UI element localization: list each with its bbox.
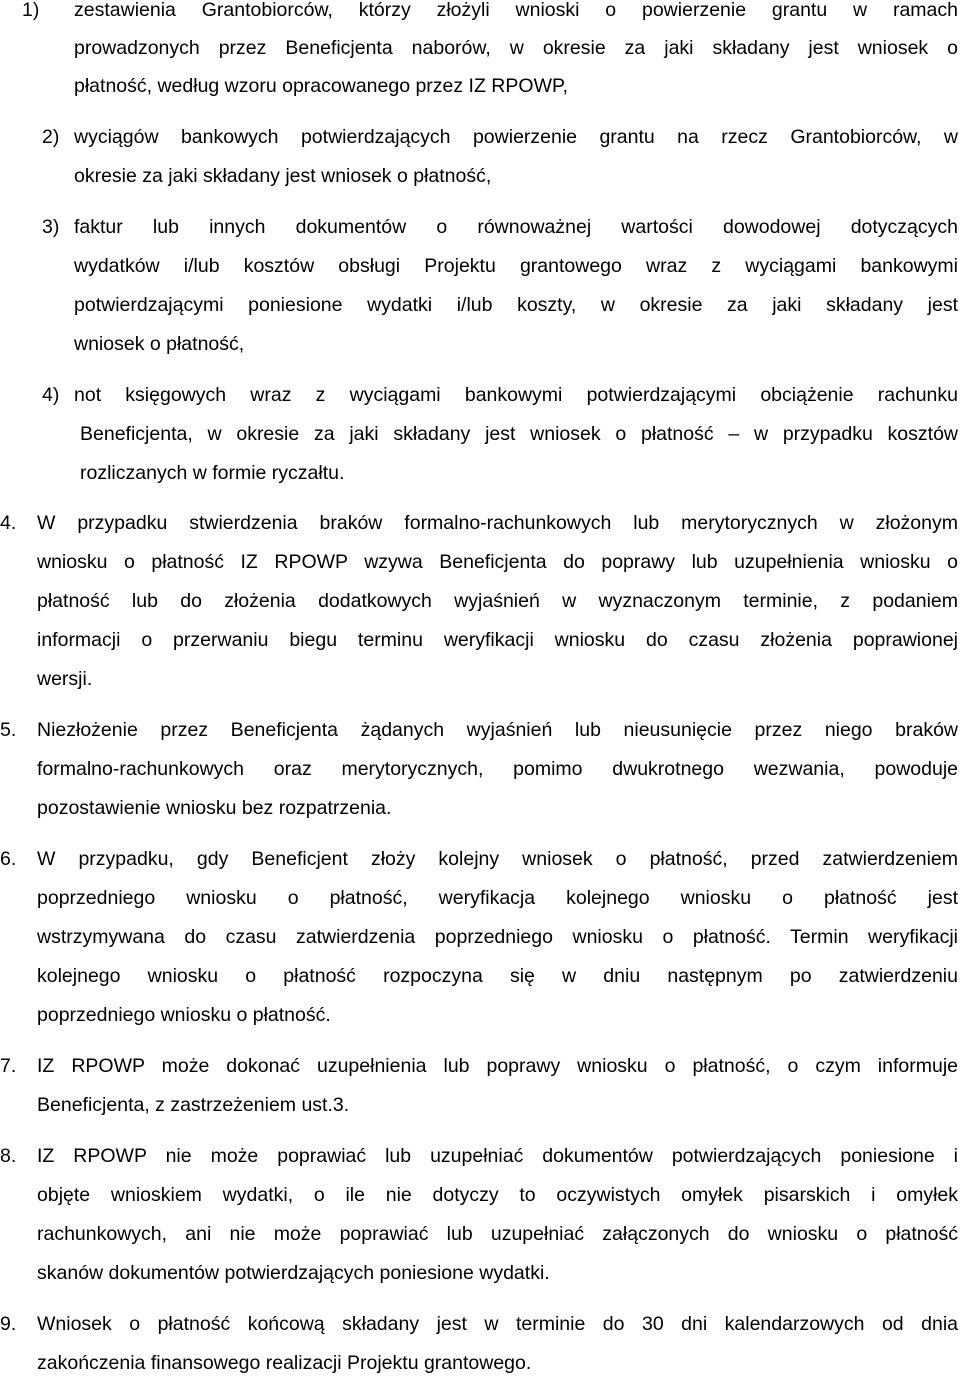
text-line: not księgowych wraz z wyciągami bankowymi potwierdzającymi obciążenie rachunku: [74, 384, 958, 406]
text-line: prowadzonych przez Beneficjenta naborów, w okresie za jaki składany jest wniosek o: [74, 37, 958, 59]
text-line: faktur lub innych dokumentów o równoważnej wartości dowodowej dotyczących: [74, 216, 958, 238]
sub-item-number: 4): [42, 384, 60, 406]
text-line: Beneficjenta, w okresie za jaki składany jest wniosek o płatność – w przypadku kosztów: [80, 423, 958, 445]
text-line: potwierdzającymi poniesione wydatki i/lub koszty, w okresie za jaki składany jest: [74, 294, 958, 316]
text-line: rozliczanych w formie ryczałtu.: [80, 462, 345, 484]
point-number: 8.: [0, 1145, 17, 1167]
text-line: poprzedniego wniosku o płatność, weryfikacja kolejnego wniosku o płatność jest: [37, 887, 958, 909]
text-line: wersji.: [37, 668, 93, 690]
sub-item-number: 1): [22, 0, 40, 21]
text-line: płatność, według wzoru opracowanego przez IZ RPOWP,: [74, 75, 568, 97]
text-line: Niezłożenie przez Beneficjenta żądanych wyjaśnień lub nieusunięcie przez niego braków: [37, 719, 958, 741]
sub-item-number: 3): [42, 216, 60, 238]
text-line: wstrzymywana do czasu zatwierdzenia poprzedniego wniosku o płatność. Termin weryfikacji: [37, 926, 958, 948]
text-line: objęte wnioskiem wydatki, o ile nie dotyczy to oczywistych omyłek pisarskich i omyłek: [37, 1184, 958, 1206]
text-line: wniosku o płatność IZ RPOWP wzywa Beneficjenta do poprawy lub uzupełnienia wniosku o: [37, 551, 958, 573]
text-line: kolejnego wniosku o płatność rozpoczyna się w dniu następnym po zatwierdzeniu: [37, 965, 958, 987]
text-line: rachunkowych, ani nie może poprawiać lub uzupełniać załączonych do wniosku o płatność: [37, 1223, 958, 1245]
text-line: zestawienia Grantobiorców, którzy złożyli wnioski o powierzenie grantu w ramach: [74, 0, 958, 21]
point-number: 4.: [0, 512, 17, 534]
text-line: płatność lub do złożenia dodatkowych wyjaśnień w wyznaczonym terminie, z podaniem: [37, 590, 958, 612]
text-line: formalno-rachunkowych oraz merytorycznych, pomimo dwukrotnego wezwania, powoduje: [37, 758, 958, 780]
text-line: wniosek o płatność,: [74, 333, 245, 355]
point-number: 6.: [0, 848, 17, 870]
text-line: IZ RPOWP może dokonać uzupełnienia lub poprawy wniosku o płatność, o czym informuje: [37, 1055, 958, 1077]
sub-item-number: 2): [42, 126, 60, 148]
text-line: IZ RPOWP nie może poprawiać lub uzupełniać dokumentów potwierdzających poniesione i: [37, 1145, 958, 1167]
text-line: wyciągów bankowych potwierdzających powierzenie grantu na rzecz Grantobiorców, w: [74, 126, 958, 148]
text-line: okresie za jaki składany jest wniosek o płatność,: [74, 165, 492, 187]
text-line: Wniosek o płatność końcową składany jest w terminie do 30 dni kalendarzowych od dnia: [37, 1313, 958, 1335]
text-line: Beneficjenta, z zastrzeżeniem ust.3.: [37, 1094, 350, 1116]
text-line: skanów dokumentów potwierdzających poniesione wydatki.: [37, 1262, 550, 1284]
text-line: informacji o przerwaniu biegu terminu weryfikacji wniosku do czasu złożenia poprawionej: [37, 629, 958, 651]
text-line: W przypadku stwierdzenia braków formalno-rachunkowych lub merytorycznych w złożonym: [37, 512, 958, 534]
text-line: pozostawienie wniosku bez rozpatrzenia.: [37, 797, 392, 819]
point-number: 5.: [0, 719, 17, 741]
text-line: W przypadku, gdy Beneficjent złoży kolejny wniosek o płatność, przed zatwierdzeniem: [37, 848, 958, 870]
point-number: 7.: [0, 1055, 17, 1077]
point-number: 9.: [0, 1313, 17, 1335]
text-line: wydatków i/lub kosztów obsługi Projektu grantowego wraz z wyciągami bankowymi: [74, 255, 958, 277]
text-line: zakończenia finansowego realizacji Projektu grantowego.: [37, 1352, 532, 1374]
text-line: poprzedniego wniosku o płatność.: [37, 1004, 331, 1026]
